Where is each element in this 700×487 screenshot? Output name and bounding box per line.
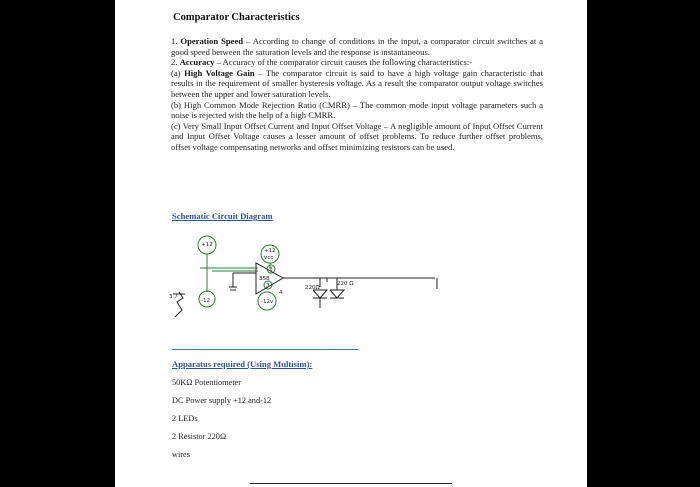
item-cmrr: (b) High Common Mode Rejection Ratio (CMRR) – The common mode input voltage parameters such a noise is rejected with the help of a high CMRR.	[171, 99, 543, 121]
characteristics-text	[171, 36, 543, 153]
label-pin4: 4	[279, 290, 283, 296]
item-term: Operation Speed	[180, 36, 244, 46]
item-operation-speed	[171, 36, 543, 57]
label-res2: 220 Ω	[337, 281, 354, 287]
label-plus12-vcc: +12	[264, 248, 276, 254]
item-offset: (c) Very Small Input Offset Current and Input Offset Voltage – A negligible amount of Input Offset Current and Input Offset Voltage causes a lesser amount of offset problems. To reduce further offset problems, offset voltage compensating networks and offset minimizing resistors can be used.	[171, 120, 543, 152]
schematic-heading: Schematic Circuit Diagram	[172, 211, 273, 221]
apparatus-item: 50KΩ Potentiometer	[172, 378, 242, 387]
label-minus12: -12	[201, 298, 210, 304]
label-bottom-circle: -12v	[261, 299, 274, 305]
item-description: – The comparator circuit is said to have a high voltage gain characteristic that results in the requirement of smaller hysteresis voltage. As a result the comparator output voltage switches between the upper and lower saturation levels.	[171, 67, 544, 99]
label-pin2: 2	[269, 267, 273, 273]
item-description: – According to change of conditions in the input, a comparator circuit switches at a good speed between the saturation levels and the response is instantaneous.	[171, 36, 543, 57]
label-chip: 358	[259, 276, 270, 282]
apparatus-item: 2 LEDs	[172, 414, 198, 423]
item-number: (a)	[171, 67, 185, 78]
item-description: – Accuracy of the comparator circuit causes the following characteristics:-	[214, 57, 473, 68]
label-vcc: vcc	[264, 255, 274, 261]
section-divider	[172, 349, 358, 350]
item-accuracy	[171, 57, 543, 68]
hand-drawn-circuit-sketch	[155, 232, 495, 332]
label-plus12-left: +12	[201, 242, 213, 248]
document-page	[115, 0, 587, 487]
item-number: 1.	[171, 36, 181, 46]
apparatus-item: DC Power supply +12 and-12	[172, 396, 272, 405]
label-res1: 220Ω	[305, 285, 320, 291]
label-pin3: 3	[266, 283, 270, 289]
item-number: 2.	[171, 57, 180, 68]
item-term: Accuracy	[179, 57, 215, 68]
page-title: Comparator Characteristics	[173, 12, 300, 23]
item-high-voltage-gain	[171, 68, 543, 100]
apparatus-item: 2 Resistor 220Ω	[172, 432, 227, 441]
apparatus-item: wires	[172, 450, 190, 459]
footer-rule	[250, 483, 452, 484]
item-term: High Voltage Gain	[184, 67, 255, 78]
label-pot: 3.7	[169, 294, 178, 300]
apparatus-heading: Apparatus required (Using Multisim):	[172, 359, 313, 369]
